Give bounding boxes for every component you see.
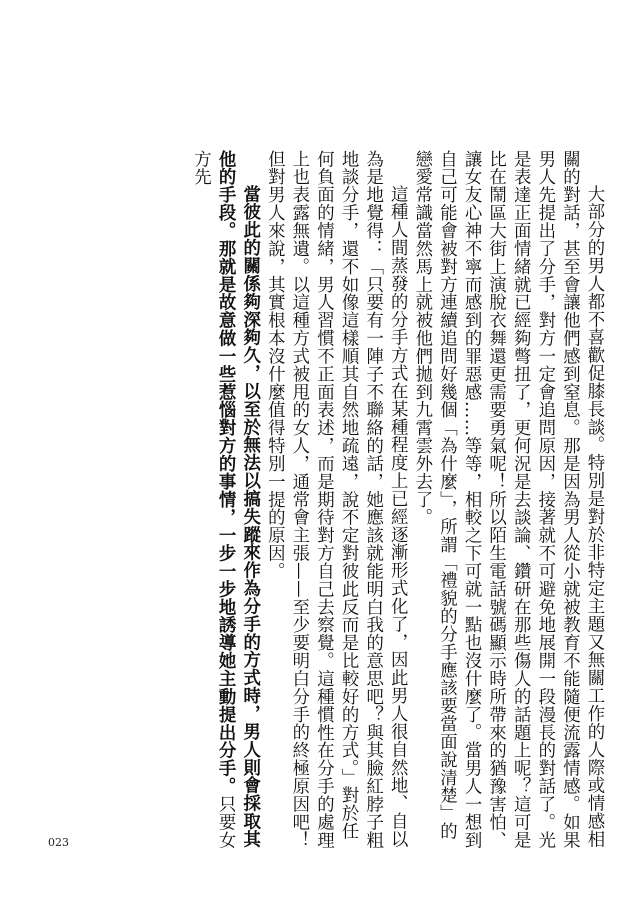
page-number: 023 <box>48 836 69 849</box>
paragraph-1: 大部分的男人都不喜歡促膝長談。特別是對於非特定主題又無關工作的人際或情感相關的對話，甚至會讓他們感到窒息。那是因為男人從小就被教育不能隨便流露情感。如果男人先提出了分手，對方一定會追問原因，接著就不可避免地展開一段漫長的對話了。光是表達正面情緒就已經夠彆扭了，更何況是去談論、鑽研在那些傷人的話題上呢？這可是比在鬧區大街上演脫衣舞還更需要勇氣呢！所以陌生電話號碼顯示時所帶來的猶豫害怕、讓女友心神不寧而感到的罪惡感……等等，相較之下可就一點也沒什麼了。當男人一想到自己可能會被對方連續追問好幾個「為什麼」，所謂「禮貌的分手應該要當面說清楚」的戀愛常識當然馬上就被他們拋到九霄雲外去了。 <box>411 150 604 849</box>
continuation-text: 只要女方先 <box>190 150 236 849</box>
paragraph-3 <box>188 150 262 850</box>
paragraph-2: 這種人間蒸發的分手方式在某種程度上已經逐漸形式化了，因此男人很自然地、自以為是地覺得：「只要有一陣子不聯絡的話，她應該就能明白我的意思吧？與其臉紅脖子粗地談分手，還不如像這樣順其自然地疏遠，說不定對彼此反而是比較好的方式。」對於任何負面的情緒，男人習慣不正面表述，而是期待對方自己去察覺。這種慣性在分手的處理上也表露無遺。以這種方式被甩的女人，通常會主張——至少要明白分手的終極原因吧！但對男人來說，其實根本沒什麼值得特別一提的原因。 <box>264 150 408 849</box>
emphasis-text: 當彼此的關係夠深夠久，以至於無法以搞失蹤來作為分手的方式時，男人則會採取其他的手段。那就是故意做一些惹惱對方的事情，一步一步地誘導她主動提出分手。 <box>215 150 260 848</box>
vertical-text-body <box>46 150 606 850</box>
